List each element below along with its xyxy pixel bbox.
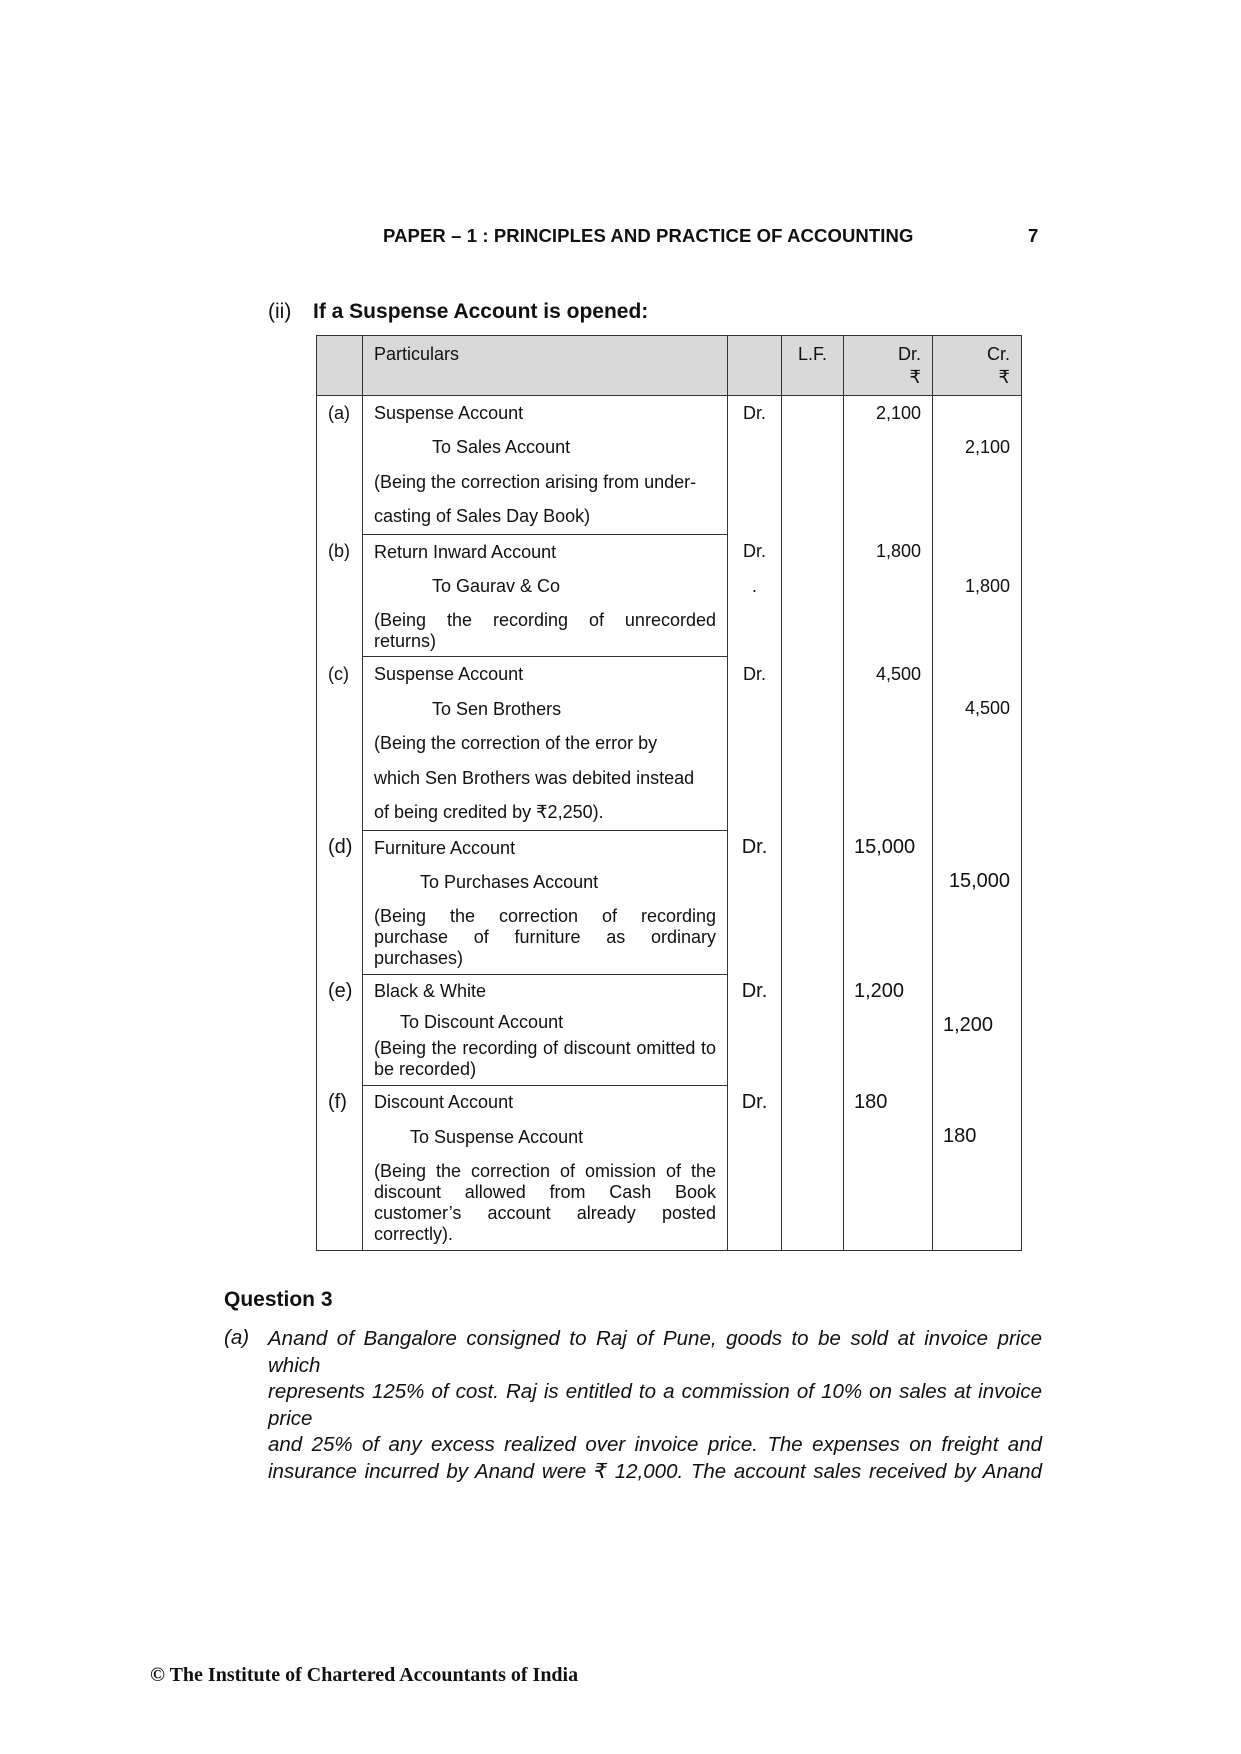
debit-account: Suspense Account xyxy=(374,402,524,423)
debit-account: Suspense Account xyxy=(374,664,524,685)
debit-account: Black & White xyxy=(374,981,487,1002)
question-text: Anand of Bangalore consigned to Raj of Pune, goods to be sold at invoice price which represents 125% of cost. Raj is entitled to a commission of 10% on sales at invoice price and 25% of any excess realized over invoice price. The expenses on freight and insurance incurred by Anand were ₹ 12,000. The account sales received by Anand xyxy=(268,1327,1042,1483)
debit-amount: 4,500 xyxy=(875,663,921,684)
narration: (Being the correction of omission of the discount allowed from Cash Book customer’s account already posted correctly). xyxy=(374,1160,716,1245)
debit-account: Furniture Account xyxy=(374,837,516,858)
credit-account: To Suspense Account xyxy=(410,1126,584,1147)
entry-id: (a) xyxy=(328,402,350,423)
narration: (Being the correction of recording purchase of furniture as ordinary purchases) xyxy=(374,905,716,969)
debit-amount: 2,100 xyxy=(875,402,921,423)
page-number: 7 xyxy=(1028,225,1039,246)
debit-account: Return Inward Account xyxy=(374,541,557,562)
entry-id: (b) xyxy=(328,541,350,562)
credit-amount: 2,100 xyxy=(964,437,1010,458)
credit-account: To Discount Account xyxy=(400,1012,564,1033)
narration-line: (Being the correction of the error by xyxy=(374,733,658,754)
header-particulars: Particulars xyxy=(363,336,728,396)
credit-amount: 180 xyxy=(943,1125,977,1148)
table-header-row xyxy=(317,336,1022,396)
section-heading: If a Suspense Account is opened: xyxy=(313,300,649,323)
question-label: (a) xyxy=(224,1326,250,1349)
page-header-title: PAPER – 1 : PRINCIPLES AND PRACTICE OF ACCOUNTING xyxy=(383,225,914,246)
narration-line: casting of Sales Day Book) xyxy=(374,506,591,527)
table-row xyxy=(317,1085,1022,1250)
credit-amount: 4,500 xyxy=(964,698,1010,719)
debit-account: Discount Account xyxy=(374,1092,514,1113)
dr-mark: Dr. xyxy=(742,663,766,684)
narration-line: of being credited by ₹2,250). xyxy=(374,802,604,823)
header-cr: Cr. ₹ xyxy=(933,336,1022,396)
dr-dot: . xyxy=(751,575,757,596)
table-row xyxy=(317,396,1022,535)
table-row xyxy=(317,974,1022,1085)
credit-amount: 1,800 xyxy=(964,575,1010,596)
credit-account: To Purchases Account xyxy=(420,872,599,893)
dr-mark: Dr. xyxy=(742,541,766,562)
entry-id: (c) xyxy=(328,663,349,684)
narration-line: which Sen Brothers was debited instead xyxy=(374,767,695,788)
debit-amount: 15,000 xyxy=(854,835,916,858)
entry-id: (e) xyxy=(328,979,353,1002)
debit-amount: 1,800 xyxy=(875,541,921,562)
table-row xyxy=(317,657,1022,831)
dr-mark: Dr. xyxy=(742,402,766,423)
narration-line: (Being the correction arising from under- xyxy=(374,471,697,492)
table-row xyxy=(317,535,1022,657)
entry-id: (d) xyxy=(328,835,353,858)
debit-amount: 1,200 xyxy=(854,979,905,1002)
header-lf: L.F. xyxy=(782,336,844,396)
header-dr: Dr. ₹ xyxy=(844,336,933,396)
credit-amount: 1,200 xyxy=(943,1014,994,1037)
credit-account: To Sen Brothers xyxy=(432,698,562,719)
dr-mark: Dr. xyxy=(741,1090,768,1113)
entry-id: (f) xyxy=(328,1090,347,1113)
narration: (Being the recording of unrecorded returns) xyxy=(374,610,716,652)
table-row xyxy=(317,830,1022,974)
dr-mark: Dr. xyxy=(741,979,768,1002)
debit-amount: 180 xyxy=(854,1090,888,1113)
question-title: Question 3 xyxy=(224,1288,333,1311)
credit-account: To Sales Account xyxy=(432,437,571,458)
journal-table xyxy=(316,335,1022,1251)
credit-amount: 15,000 xyxy=(948,870,1010,893)
credit-account: To Gaurav & Co xyxy=(432,576,561,597)
dr-mark: Dr. xyxy=(741,835,768,858)
narration: (Being the recording of discount omitted to be recorded) xyxy=(374,1038,716,1080)
footer-copyright: © The Institute of Chartered Accountants of India xyxy=(150,1664,579,1686)
section-number: (ii) xyxy=(268,300,292,323)
